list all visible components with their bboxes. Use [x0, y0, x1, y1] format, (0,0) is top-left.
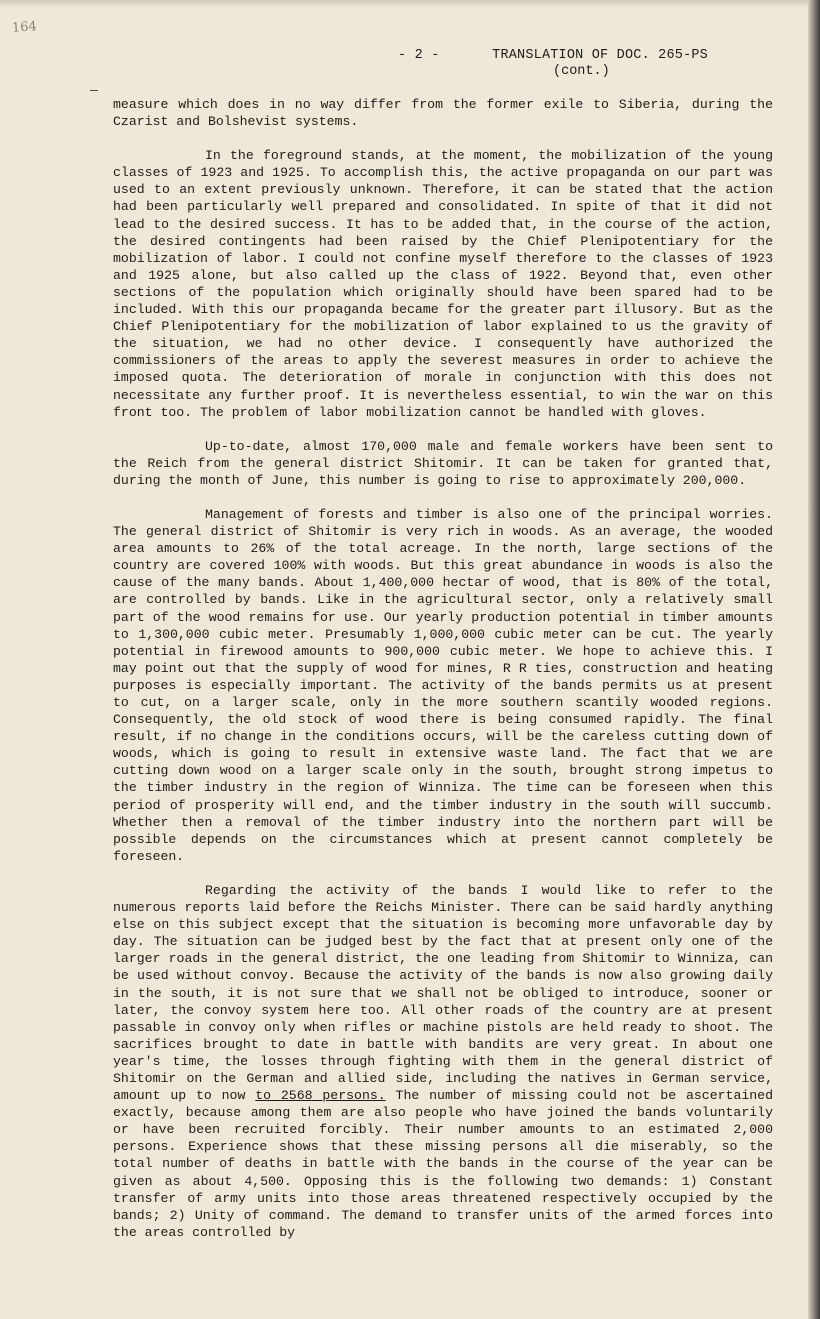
document-header — [398, 48, 758, 63]
margin-tick-mark — [90, 90, 98, 91]
paragraph-5 — [113, 882, 773, 1241]
document-title: TRANSLATION OF DOC. 265-PS — [492, 48, 708, 63]
header-continuation: (cont.) — [553, 64, 610, 79]
paragraph-5-text: Regarding the activity of the bands I would like to refer to the numerous reports laid before the Reichs Minister. There can be said hardly anything else on this subject except that the situation is becoming more unfavorable day by day. The situation can be judged best by the fact that at present only one of the larger roads in the general district, the one leading from Shitomir to Winniza, can be used without convoy. Because the activity of the bands is now also growing daily in the south, it is not sure that we shall not be obliged to introduce, sooner or later, the convoy system here too. All other roads of the country are at present passable in convoy only when rifles or machine pistols are held ready to shoot. The sacrifices brought to date in battle with bandits are very great. In about one year's time, the losses through fighting with them in the general district of Shitomir on the German and allied side, including the natives in German service, amount up to now — [113, 882, 773, 1104]
paragraph-2: In the foreground stands, at the moment, the mobilization of the young classes of 1923 and 1925. To accomplish this, the active propaganda on our part was used to an extent previously unknown. Therefore, it can be stated that the action had been particularly well prepared and consolidated. In spite of that it did not lead to the desired success. It has to be added that, in the course of the action, the desired contingents had been raised by the Chief Plenipotentiary for the mobilization of labor. I could not confine myself therefore to the classes of 1923 and 1925 alone, but also called up the class of 1922. Beyond that, even other sections of the population which originally should have been spared had to be included. With this our propaganda became for the greater part illusory. But as the Chief Plenipotentiary for the mobilization of labor explained to us the gravity of the situation, we had no other device. I consequently have authorized the commissioners of the areas to apply the severest measures in order to achieve the imposed quota. The deterioration of morale in conjunction with this does not necessitate any further proof. It is nevertheless essential, to win the war on this front too. The problem of labor mobilization cannot be handled with gloves. — [113, 148, 773, 420]
handwritten-page-number: 164 — [11, 19, 38, 36]
document-body — [113, 96, 773, 1258]
paragraph-3: Up-to-date, almost 170,000 male and female workers have been sent to the Reich from the general district Shitomir. It can be taken for granted that, during the month of June, this number is going to rise to approximately 200,000. — [113, 438, 773, 488]
page-top-shadow — [0, 0, 820, 8]
paragraph-5-continued: The number of missing could not be ascertained exactly, because among them are also people who have joined the bands voluntarily or have been recruited forcibly. Their number amounts to an estimated 2,000 persons. Experience shows that these missing persons all die miserably, so the total number of deaths in battle with the bands in the course of the year can be given as about 4,500. Opposing this is the following two demands: 1) Constant transfer of army units into those areas threatened respectively occupied by the bands; 2) Unity of command. The demand to transfer units of the armed forces into the areas controlled by — [113, 1088, 774, 1240]
paragraph-1: measure which does in no way differ from the former exile to Siberia, during the Czarist and Bolshevist systems. — [113, 97, 773, 130]
page-marker: - 2 - — [398, 48, 440, 63]
page-binding-edge — [808, 0, 820, 1319]
paragraph-4: Management of forests and timber is also one of the principal worries. The general district of Shitomir is very rich in woods. As an average, the wooded area amounts to 26% of the total acreage. In the north, large sections of the country are covered 100% with woods. But this great abundance in woods is also the cause of the many bands. About 1,400,000 hectar of wood, that is 80% of the total, are controlled by bands. Like in the agricultural sector, only a relatively small part of the wood remains for use. Our yearly production potential in timber amounts to 1,300,000 cubic meter. Presumably 1,000,000 cubic meter can be cut. The yearly potential in firewood amounts to 900,000 cubic meter. We hope to achieve this. I may point out that the supply of wood for mines, R R ties, construction and heating purposes is especially important. The activity of the bands permits us at present to cut, on a larger scale, only in the more southern scantily wooded regions. Consequently, the old stock of wood there is being consumed rapidly. The final result, if no change in the conditions occurs, will be the careless cutting down of woods, which is going to result in extensive waste land. The fact that we are cutting down wood on a larger scale only in the south, brought strong impetus to the timber industry in the region of Winniza. The time can be foreseen when this period of prosperity will end, and the timber industry in the south will succumb. Whether then a removal of the timber industry into the northern part will be possible depends on the circumstances which at present cannot completely be foreseen. — [113, 506, 773, 864]
underlined-loss-count: to 2568 persons. — [255, 1088, 386, 1104]
